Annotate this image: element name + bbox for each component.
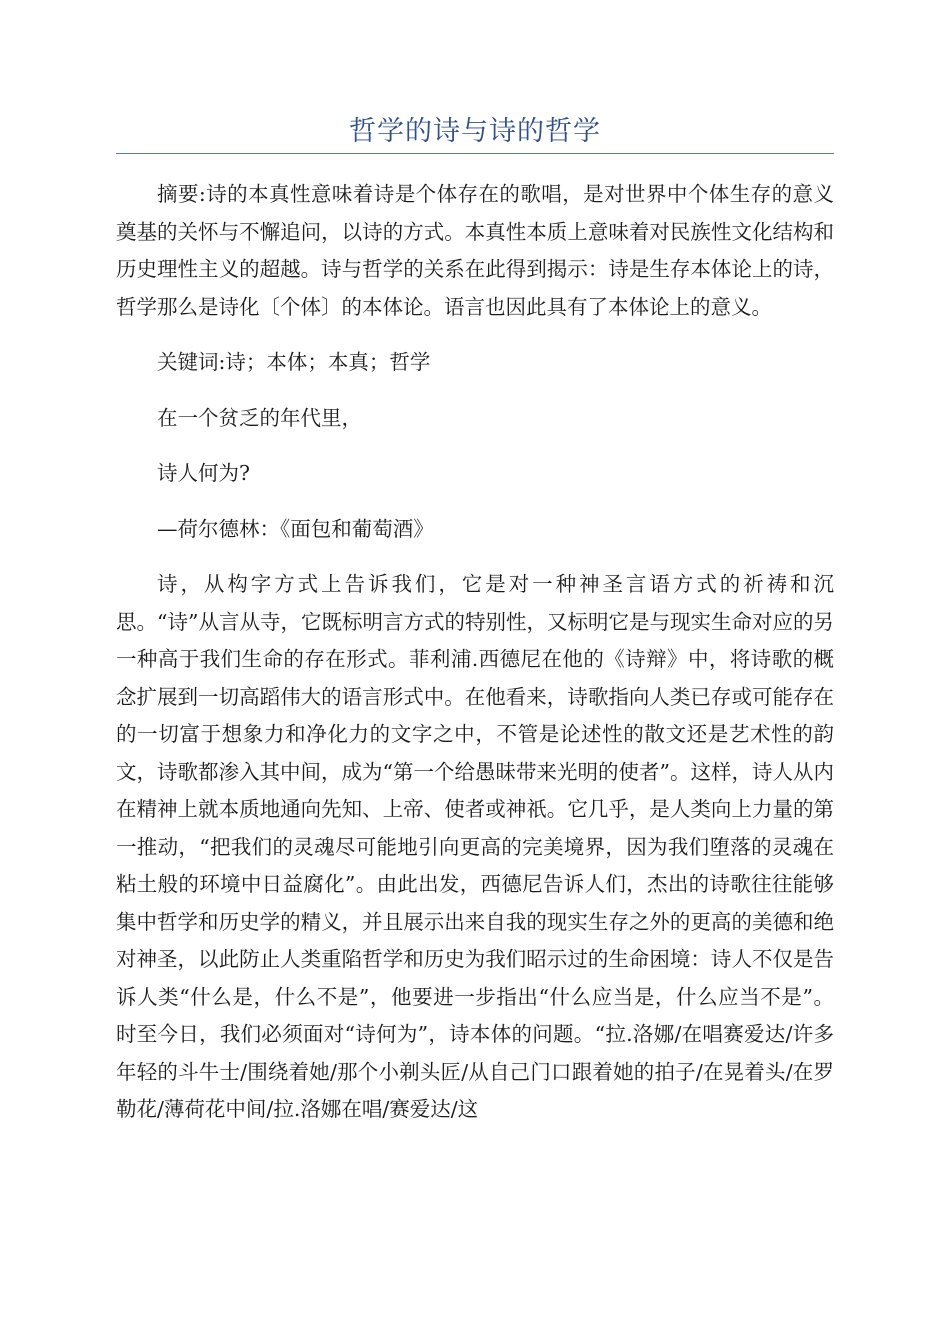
abstract-paragraph: 摘要:诗的本真性意味着诗是个体存在的歌唱，是对世界中个体生存的意义奠基的关怀与不懈追问，以诗的方式。本真性本质上意味着对民族性文化结构和历史理性主义的超越。诗与哲学的关系在此得到揭示：诗是生存本体论上的诗，哲学那么是诗化〔个体〕的本体论。语言也因此具有了本体论上的意义。 (116, 182, 834, 319)
document-title: 哲学的诗与诗的哲学 (349, 116, 601, 147)
epigraph-line-2: 诗人何为? (157, 461, 250, 485)
title-underline (116, 153, 834, 154)
epigraph-line-1: 在一个贫乏的年代里， (157, 405, 362, 430)
body-paragraph: 诗，从构字方式上告诉我们，它是对一种神圣言语方式的祈祷和沉思。“诗”从言从寺，它既标明言方式的特别性，又标明它是与现实生命对应的另一种高于我们生命的存在形式。菲利浦.西德尼在他的《诗辩》中，将诗歌的概念扩展到一切高蹈伟大的语言形式中。在他看来，诗歌指向人类已存或可能存在的一切富于想象力和净化力的文字之中，不管是论述性的散文还是艺术性的韵文，诗歌都渗入其中间，成为“第一个给愚昧带来光明的使者”。这样，诗人从内在精神上就本质地通向先知、上帝、使者或神祇。它几乎，是人类向上力量的第一推动，“把我们的灵魂尽可能地引向更高的完美境界，因为我们堕落的灵魂在粘土般的环境中日益腐化”。由此出发，西德尼告诉人们，杰出的诗歌往往能够集中哲学和历史学的精义，并且展示出来自我的现实生存之外的更高的美德和绝对神圣，以此防止人类重陷哲学和历史为我们昭示过的生命困境：诗人不仅是告诉人类“什么是，什么不是”，他要进一步指出“什么应当是，什么应当不是”。时至今日，我们必须面对“诗何为”，诗本体的问题。“拉.洛娜/在唱赛爱达/许多年轻的斗牛士/围绕着她/那个小剃头匠/从自己门口跟着她的拍子/在晃着头/在罗勒花/薄荷花中间/拉.洛娜在唱/赛爱达/这 (116, 572, 834, 1121)
epigraph-attribution: —荷尔德林：《面包和葡萄酒》 (157, 516, 434, 541)
document-body (116, 176, 834, 1129)
keywords-line: 关键词:诗；本体；本真；哲学 (157, 350, 431, 374)
